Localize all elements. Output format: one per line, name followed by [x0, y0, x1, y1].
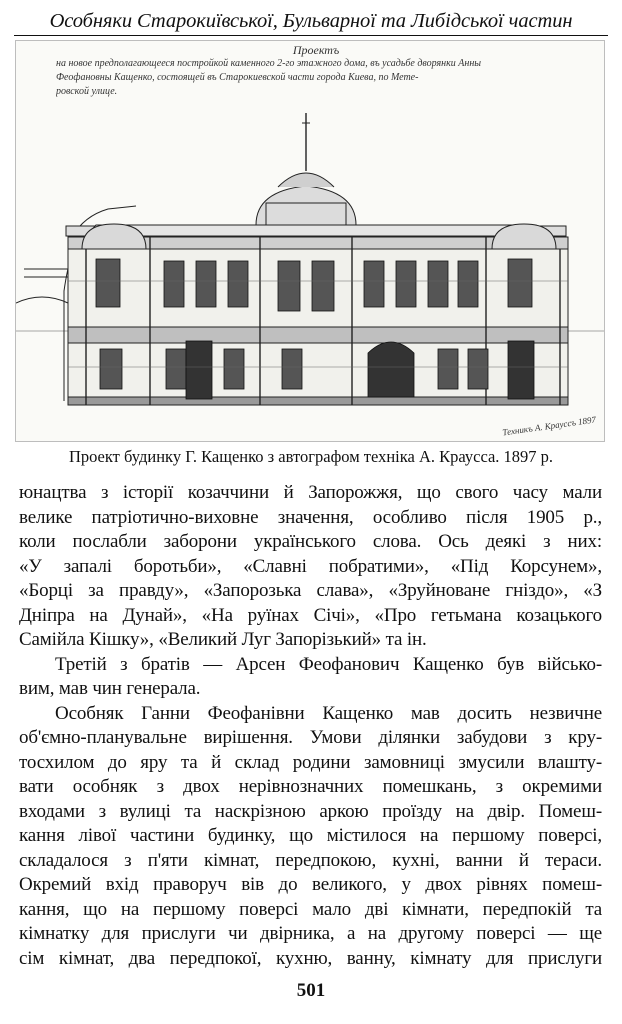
- facade-drawing-figure: [15, 40, 605, 442]
- text-line: Самійла Кішку», «Великий Луг Запорізький» та ін.: [19, 629, 427, 650]
- text-line: «Борці за правду», «Запорозька слава», «Зруйноване гніздо», «З: [19, 580, 602, 601]
- handwritten-line: на новое предполагающееся постройкой каменного 2-го этажного дома, въ усадьбе дворянки Анны: [56, 58, 482, 69]
- text-line: Особняк Ганни Феофанівни Кащенко мав досить незвичне: [55, 702, 602, 724]
- handwritten-line: ровской улице.: [56, 86, 118, 97]
- text-line: Окремий вхід праворуч вів до великого, у двох рівнях помеш-: [19, 874, 602, 895]
- text-line: велике патріотично-виховне значення, особливо після 1905 р.,: [19, 506, 602, 528]
- handwritten-inscription: [56, 43, 576, 99]
- building-facade-drawing: [16, 41, 605, 442]
- text-line: вим, мав чин генерала.: [19, 678, 201, 699]
- header-rule: [14, 35, 608, 36]
- text-line: входами з вулиці та наскрізною аркою проїзду на двір. Помеш-: [19, 800, 602, 822]
- body-text: [19, 481, 602, 971]
- text-line: складалося з п'яти кімнат, передпокою, кухні, ванни й тераси.: [19, 849, 602, 871]
- text-line: юнацтва з історії козаччини й Запорожжя, що свого часу мали: [19, 482, 602, 503]
- text-line: вати особняк з двох нерівнозначних помешкань, з окремими: [19, 776, 602, 797]
- figure-caption: Проект будинку Г. Кащенко з автографом техніка А. Краусса. 1897 р.: [68, 447, 554, 466]
- text-line: кання, що на першому поверсі мало дві кімнати, передпокій та: [19, 898, 602, 920]
- handwritten-title: Проектъ: [292, 43, 340, 57]
- running-head: Особняки Старокиївської, Бульварної та Либідської частин: [49, 10, 573, 32]
- text-line: кімнатку для прислуги чи двірника, а на другому поверсі — ще: [19, 923, 602, 944]
- text-line: кання лівої частини будинку, що містилося на першому поверсі,: [19, 825, 602, 846]
- text-line: Третій з братів — Арсен Феофанович Кащенко був військо-: [55, 653, 602, 675]
- text-line: сім кімнат, два передпокої, кухню, ванну, кімнату для прислуги: [19, 947, 602, 969]
- page-number: 501: [296, 980, 326, 1001]
- handwritten-line: Феофановны Кащенко, состоящей въ Старокиевской части города Киева, по Мете-: [56, 72, 419, 83]
- text-line: «У запалі боротьби», «Славні побратими», «Під Корсунем»,: [19, 555, 602, 577]
- architect-signature: Техникъ А. Крауссъ 1897: [501, 414, 597, 438]
- text-line: тосхилом до яру та й склад родини замовниці змусили влашту-: [19, 751, 602, 773]
- text-line: об'ємно-планувальне вирішення. Умови ділянки забудови з кру-: [19, 727, 602, 748]
- text-line: Дніпра на Дунай», «На руїнах Січі», «Про гетьмана козацького: [19, 604, 602, 626]
- text-line: коли послабли заборони українського слова. Ось деякі з них:: [19, 531, 602, 552]
